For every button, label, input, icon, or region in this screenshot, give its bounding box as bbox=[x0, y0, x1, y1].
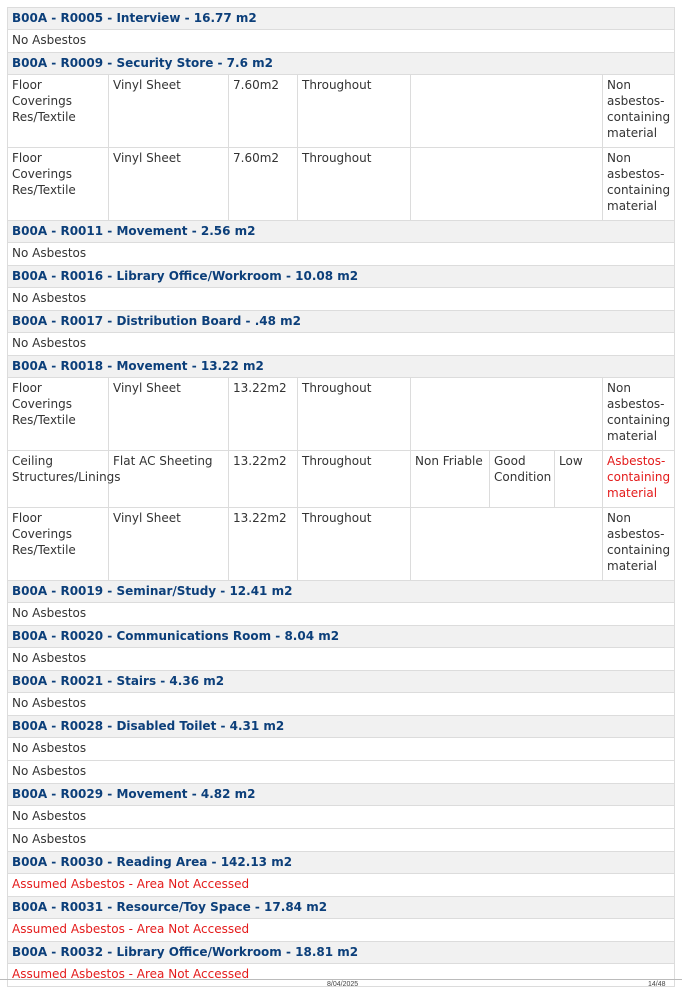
item-product: Ceiling Structures/Linings bbox=[8, 451, 109, 508]
room-heading-row bbox=[8, 784, 675, 806]
no-asbestos-note: No Asbestos bbox=[8, 806, 675, 829]
room-heading-row bbox=[8, 716, 675, 738]
item-result: Asbestos-containing material bbox=[603, 451, 675, 508]
item-location: Throughout bbox=[298, 378, 411, 451]
room-heading-row bbox=[8, 897, 675, 919]
room-status-row bbox=[8, 30, 675, 53]
item-risk: Low bbox=[555, 451, 603, 508]
item-location: Throughout bbox=[298, 75, 411, 148]
material-item-row bbox=[8, 508, 675, 581]
room-heading: B00A - R0016 - Library Office/Workroom - 10.08 m2 bbox=[8, 266, 675, 288]
material-item-row bbox=[8, 451, 675, 508]
room-heading-row bbox=[8, 626, 675, 648]
room-heading-row bbox=[8, 942, 675, 964]
item-assessment-empty bbox=[411, 148, 603, 221]
assumed-asbestos-note: Assumed Asbestos - Area Not Accessed bbox=[8, 919, 675, 942]
no-asbestos-note: No Asbestos bbox=[8, 333, 675, 356]
no-asbestos-note: No Asbestos bbox=[8, 603, 675, 626]
room-heading: B00A - R0009 - Security Store - 7.6 m2 bbox=[8, 53, 675, 75]
room-heading: B00A - R0031 - Resource/Toy Space - 17.84 m2 bbox=[8, 897, 675, 919]
room-heading-row bbox=[8, 53, 675, 75]
room-status-row bbox=[8, 829, 675, 852]
material-item-row bbox=[8, 378, 675, 451]
asbestos-register-table bbox=[7, 7, 675, 987]
item-assessment-empty bbox=[411, 378, 603, 451]
room-status-row bbox=[8, 919, 675, 942]
room-heading-row bbox=[8, 266, 675, 288]
room-status-row bbox=[8, 603, 675, 626]
room-status-row bbox=[8, 243, 675, 266]
room-heading-row bbox=[8, 356, 675, 378]
item-result: Non asbestos-containing material bbox=[603, 378, 675, 451]
item-product: Floor Coverings Res/Textile bbox=[8, 75, 109, 148]
item-assessment-empty bbox=[411, 75, 603, 148]
room-heading: B00A - R0011 - Movement - 2.56 m2 bbox=[8, 221, 675, 243]
no-asbestos-note: No Asbestos bbox=[8, 243, 675, 266]
room-heading: B00A - R0030 - Reading Area - 142.13 m2 bbox=[8, 852, 675, 874]
item-location: Throughout bbox=[298, 148, 411, 221]
item-location: Throughout bbox=[298, 451, 411, 508]
item-material: Vinyl Sheet bbox=[109, 148, 229, 221]
material-item-row bbox=[8, 148, 675, 221]
room-status-row bbox=[8, 648, 675, 671]
room-heading: B00A - R0017 - Distribution Board - .48 m2 bbox=[8, 311, 675, 333]
item-assessment-empty bbox=[411, 508, 603, 581]
assumed-asbestos-note: Assumed Asbestos - Area Not Accessed bbox=[8, 964, 675, 987]
item-product: Floor Coverings Res/Textile bbox=[8, 508, 109, 581]
room-heading: B00A - R0019 - Seminar/Study - 12.41 m2 bbox=[8, 581, 675, 603]
room-heading: B00A - R0005 - Interview - 16.77 m2 bbox=[8, 8, 675, 30]
room-heading-row bbox=[8, 852, 675, 874]
room-status-row bbox=[8, 738, 675, 761]
item-result: Non asbestos-containing material bbox=[603, 75, 675, 148]
item-product: Floor Coverings Res/Textile bbox=[8, 148, 109, 221]
room-heading: B00A - R0020 - Communications Room - 8.04 m2 bbox=[8, 626, 675, 648]
room-heading-row bbox=[8, 8, 675, 30]
item-extent: 13.22m2 bbox=[229, 508, 298, 581]
item-extent: 7.60m2 bbox=[229, 75, 298, 148]
no-asbestos-note: No Asbestos bbox=[8, 288, 675, 311]
room-status-row bbox=[8, 874, 675, 897]
room-heading: B00A - R0032 - Library Office/Workroom - 18.81 m2 bbox=[8, 942, 675, 964]
item-location: Throughout bbox=[298, 508, 411, 581]
item-result: Non asbestos-containing material bbox=[603, 508, 675, 581]
room-heading-row bbox=[8, 311, 675, 333]
room-status-row bbox=[8, 761, 675, 784]
no-asbestos-note: No Asbestos bbox=[8, 30, 675, 53]
item-material: Vinyl Sheet bbox=[109, 378, 229, 451]
item-product: Floor Coverings Res/Textile bbox=[8, 378, 109, 451]
item-extent: 7.60m2 bbox=[229, 148, 298, 221]
footer-date: 8/04/2025 bbox=[327, 981, 359, 988]
room-status-row bbox=[8, 333, 675, 356]
room-heading: B00A - R0018 - Movement - 13.22 m2 bbox=[8, 356, 675, 378]
assumed-asbestos-note: Assumed Asbestos - Area Not Accessed bbox=[8, 874, 675, 897]
room-status-row bbox=[8, 806, 675, 829]
item-extent: 13.22m2 bbox=[229, 378, 298, 451]
room-heading: B00A - R0028 - Disabled Toilet - 4.31 m2 bbox=[8, 716, 675, 738]
item-material: Vinyl Sheet bbox=[109, 75, 229, 148]
room-heading-row bbox=[8, 581, 675, 603]
item-friability: Non Friable bbox=[411, 451, 490, 508]
item-condition: Good Condition bbox=[490, 451, 555, 508]
page-footer bbox=[0, 979, 682, 990]
item-extent: 13.22m2 bbox=[229, 451, 298, 508]
room-heading: B00A - R0021 - Stairs - 4.36 m2 bbox=[8, 671, 675, 693]
room-heading: B00A - R0029 - Movement - 4.82 m2 bbox=[8, 784, 675, 806]
room-heading-row bbox=[8, 671, 675, 693]
room-status-row bbox=[8, 288, 675, 311]
room-status-row bbox=[8, 693, 675, 716]
footer-page-number: 14/48 bbox=[648, 981, 666, 988]
no-asbestos-note: No Asbestos bbox=[8, 761, 675, 784]
item-material: Vinyl Sheet bbox=[109, 508, 229, 581]
no-asbestos-note: No Asbestos bbox=[8, 693, 675, 716]
no-asbestos-note: No Asbestos bbox=[8, 738, 675, 761]
no-asbestos-note: No Asbestos bbox=[8, 648, 675, 671]
room-heading-row bbox=[8, 221, 675, 243]
material-item-row bbox=[8, 75, 675, 148]
no-asbestos-note: No Asbestos bbox=[8, 829, 675, 852]
item-result: Non asbestos-containing material bbox=[603, 148, 675, 221]
register-body bbox=[8, 8, 675, 987]
item-material: Flat AC Sheeting bbox=[109, 451, 229, 508]
